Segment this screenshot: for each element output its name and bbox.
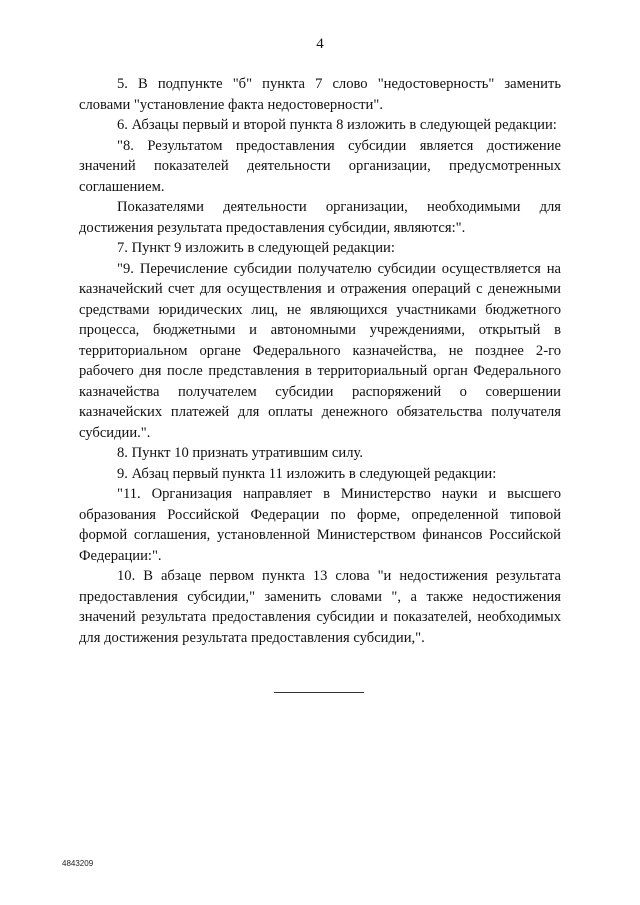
paragraph-clause-8-indicators: Показателями деятельности организации, необходимыми для достижения результата предоставления субсидии, являются:". (79, 199, 561, 236)
end-rule (274, 692, 364, 693)
paragraph-clause-9-text: "9. Перечисление субсидии получателю субсидии осуществляется на казначейский счет для осуществления и отражения операций с денежными средствами юридических лиц, не являющихся участниками бюджетного процесса, бюджетными и автономными учреждениями, открытый в территориальном органе Федерального казначейства, не позднее 2-го рабочего дня после представления в территориальный орган Федерального казначейства получателем субсидии распоряжений о совершении казначейских платежей для оплаты денежного обязательства получателя субсидии.". (79, 260, 561, 441)
paragraph-item-6: 6. Абзацы первый и второй пункта 8 изложить в следующей редакции: (117, 117, 557, 133)
paragraph-item-9: 9. Абзац первый пункта 11 изложить в следующей редакции: (117, 465, 497, 482)
document-code: 4843209 (62, 859, 94, 868)
paragraph-clause-11-text: "11. Организация направляет в Министерство науки и высшего образования Российской Федерации по форме, определенной типовой формой соглашения, установленной Министерством финансов Российской Федерации:". (79, 486, 561, 564)
paragraph-item-10: 10. В абзаце первом пункта 13 слова "и недостижения результата предоставления субсидии," заменить словами ", а также недостижения значений результата предоставления субсидии и показателей, необходимых для достижения результата предоставления субсидии,". (79, 568, 561, 646)
paragraph-item-5: 5. В подпункте "б" пункта 7 слово "недостоверность" заменить словами "установление факта недостоверности". (79, 76, 561, 113)
document-body (79, 74, 561, 648)
page-number: 4 (316, 36, 324, 52)
paragraph-item-7: 7. Пункт 9 изложить в следующей редакции: (117, 240, 395, 256)
paragraph-clause-8-text: "8. Результатом предоставления субсидии является достижение значений показателей деятельности организации, предусмотренных соглашением. (79, 137, 561, 195)
paragraph-item-8: 8. Пункт 10 признать утратившим силу. (117, 445, 363, 461)
